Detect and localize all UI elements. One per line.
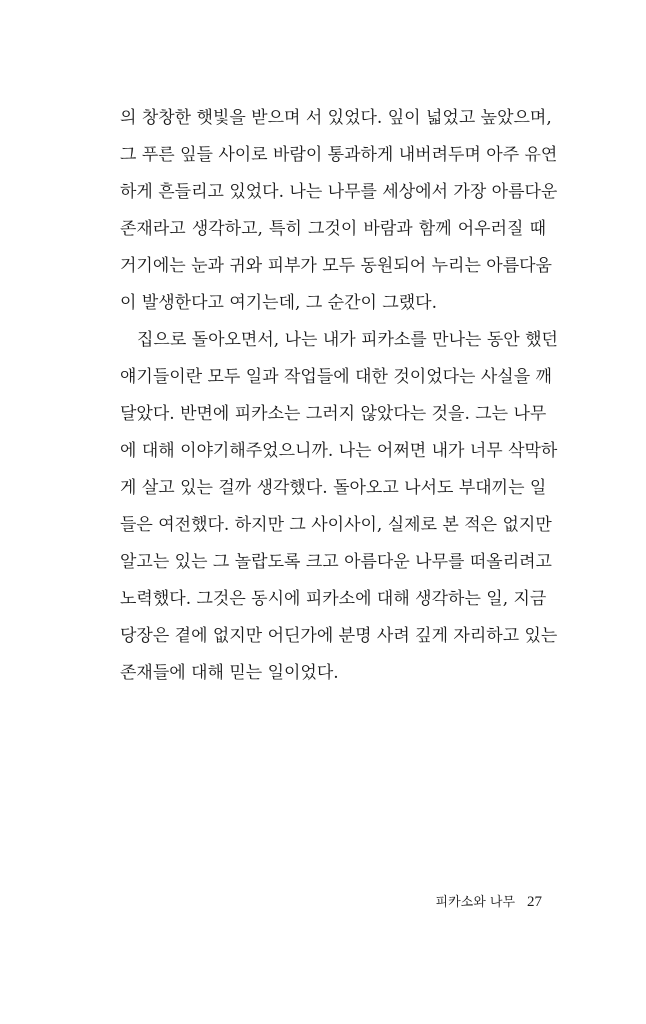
text-line: 존재라고 생각하고, 특히 그것이 바람과 함께 어우러질 때 xyxy=(120,219,546,239)
text-line: 알고는 있는 그 놀랍도록 크고 아름다운 나무를 떠올리려고 xyxy=(120,552,552,572)
text-line: 얘기들이란 모두 일과 작업들에 대한 것이었다는 사실을 깨 xyxy=(120,367,552,387)
text-line: 이 발생한다고 여기는데, 그 순간이 그랬다. xyxy=(120,293,438,313)
text-line: 거기에는 눈과 귀와 피부가 모두 동원되어 누리는 아름다움 xyxy=(120,256,552,276)
text-line: 게 살고 있는 걸까 생각했다. 돌아오고 나서도 부대끼는 일 xyxy=(120,478,547,498)
page-number: 27 xyxy=(527,894,542,910)
text-line: 존재들에 대해 믿는 일이었다. xyxy=(120,663,339,683)
running-title: 피카소와 나무 xyxy=(435,895,515,910)
text-line: 노력했다. 그것은 동시에 피카소에 대해 생각하는 일, 지금 xyxy=(120,589,547,609)
text-line: 당장은 곁에 없지만 어딘가에 분명 사려 깊게 자리하고 있는 xyxy=(120,626,558,646)
page-footer xyxy=(436,892,542,913)
text-line: 들은 여전했다. 하지만 그 사이사이, 실제로 본 적은 없지만 xyxy=(120,515,552,535)
text-line: 그 푸른 잎들 사이로 바람이 통과하게 내버려두며 아주 유연 xyxy=(120,145,558,165)
text-line: 하게 흔들리고 있었다. 나는 나무를 세상에서 가장 아름다운 xyxy=(120,182,558,202)
text-line: 달았다. 반면에 피카소는 그러지 않았다는 것을. 그는 나무 xyxy=(120,404,547,424)
body-text xyxy=(120,100,558,692)
text-line: 집으로 돌아오면서, 나는 내가 피카소를 만나는 동안 했던 xyxy=(137,330,558,350)
text-line: 의 창창한 햇빛을 받으며 서 있었다. 잎이 넓었고 높았으며, xyxy=(120,108,552,128)
text-line: 에 대해 이야기해주었으니까. 나는 어쩌면 내가 너무 삭막하 xyxy=(120,441,558,461)
